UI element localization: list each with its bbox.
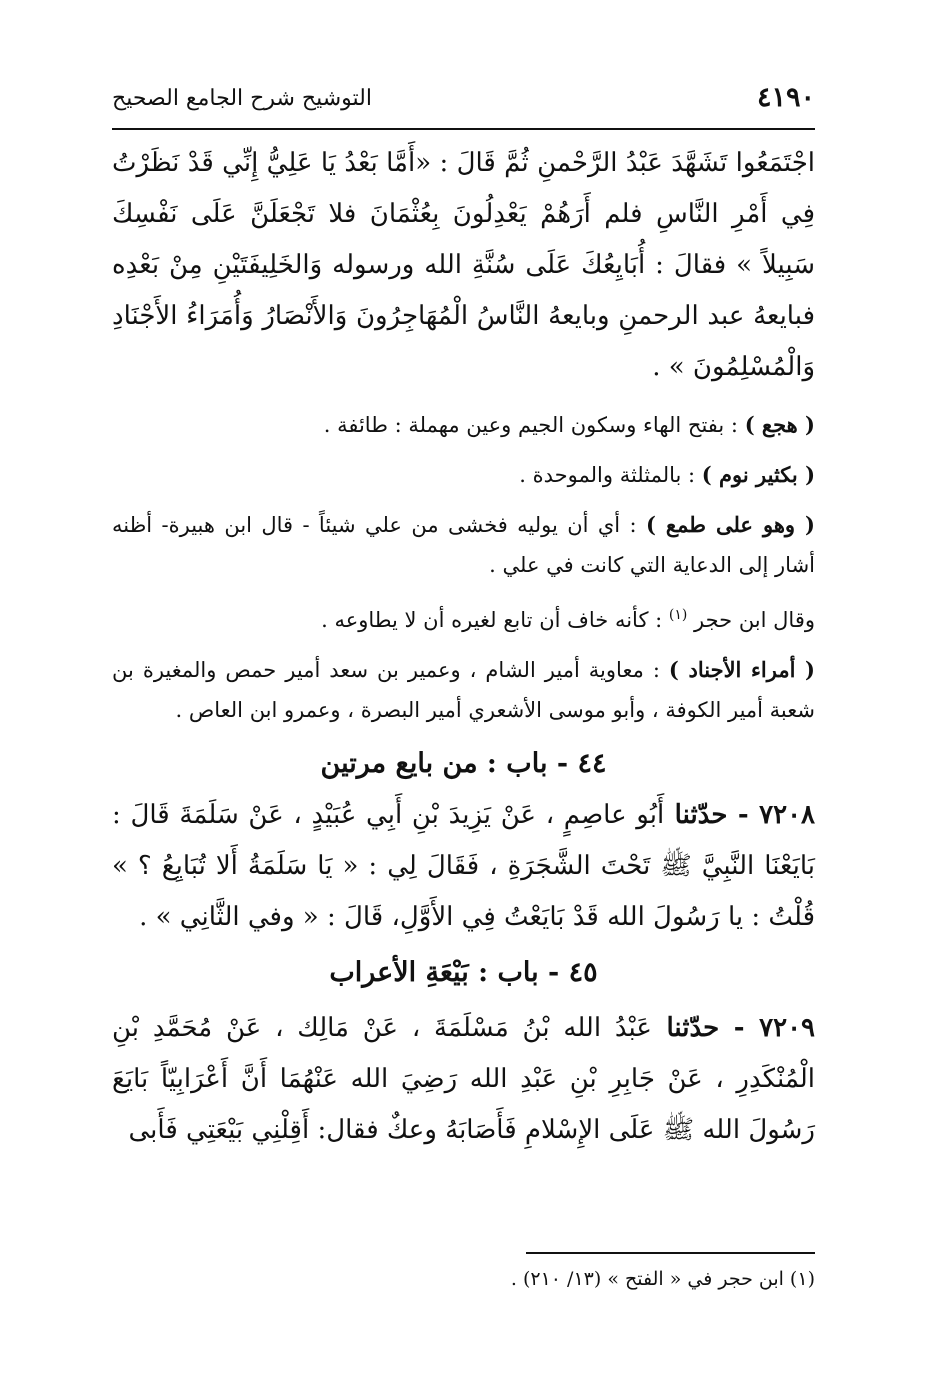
note-bikathir bbox=[112, 455, 815, 495]
hadith-lead: - حدّثنا bbox=[664, 800, 760, 830]
note-text: : أي أن يوليه فخشى من علي شيئاً - قال ابن هبيرة- أظنه أشار إلى الدعاية التي كانت في علي . bbox=[112, 513, 815, 577]
footnote-ref: (١) bbox=[668, 607, 688, 623]
hadith-number: ٧٢٠٨ bbox=[759, 800, 816, 830]
page-header bbox=[112, 80, 815, 120]
note-umara bbox=[112, 650, 815, 730]
chapter-title: - باب : من بايع مرتين bbox=[320, 748, 578, 779]
hadith-text: عَبْدُ الله بْنُ مَسْلَمَةَ ، عَنْ مَالِك ، عَنْ مُحَمَّدِ بْنِ الْمُنْكَدِرِ ، عَنْ جَابِرِ بْنِ عَبْدِ الله رَضِيَ الله عَنْهُمَا أَنَّ أَعْرَابِيّاً بَايَعَ رَسُولَ الله ﷺ عَلَى الإِسْلامِ فَأَصَابَهُ وعكٌ فقال: أَقِلْنِي بَيْعَتِي فَأَبى bbox=[112, 1013, 815, 1145]
footnote: (١) ابن حجر في « الفتح » (١٣/ ٢١٠) . bbox=[510, 1268, 815, 1290]
chapter-number: ٤٤ bbox=[577, 748, 607, 779]
note-text: وقال ابن حجر bbox=[687, 608, 815, 632]
note-tama bbox=[112, 505, 815, 585]
page-body bbox=[112, 138, 815, 1156]
note-text: : بالمثلثة والموحدة . bbox=[519, 463, 702, 487]
note-hajaa bbox=[112, 405, 815, 445]
running-title: التوشيح شرح الجامع الصحيح bbox=[112, 86, 372, 111]
chapter-heading-44 bbox=[112, 744, 815, 784]
hadith-continuation: اجْتَمَعُوا تَشَهَّدَ عَبْدُ الرَّحْمنِ ثُمَّ قَالَ : «أَمَّا بَعْدُ يَا عَلِيُّ إِنِّي قَدْ نَظَرْتُ فِي أَمْرِ النَّاسِ فلم أَرَهُمْ يَعْدِلُونَ بِعُثْمَانَ فلا تَجْعَلَنَّ عَلَى نَفْسِكَ سَبِيلاً » فقالَ : أُبَايِعُكَ عَلَى سُنَّةِ الله ورسوله وَالخَلِيفَتَيْنِ مِنْ بَعْدِه فبايعهُ عبد الرحمنِ وبايعهُ النَّاسُ الْمُهَاجِرُونَ وَالأَنْصَارُ وَأُمَرَاءُ الأَجْنَادِ وَالْمُسْلِمُونَ » . bbox=[112, 148, 815, 382]
note-lemma: ( بكثير نوم ) bbox=[701, 462, 815, 487]
note-lemma: ( هجع ) bbox=[744, 412, 815, 437]
chapter-number: ٤٥ bbox=[568, 957, 598, 988]
chapter-title: - باب : بَيْعَةِ الأعراب bbox=[329, 957, 569, 988]
hadith-number: ٧٢٠٩ bbox=[759, 1013, 815, 1043]
chapter-heading-45 bbox=[112, 953, 815, 993]
hadith-text: أَبُو عاصِمٍ ، عَنْ يَزِيدَ بْنِ أَبِي عُبَيْدٍ ، عَنْ سَلَمَةَ قَالَ : بَايَعْنَا النَّبِيَّ ﷺ تَحْتَ الشَّجَرَةِ ، فَقَالَ لِي : « يَا سَلَمَةُ أَلا تُبَايِعُ ؟ » قُلْتُ : يا رَسُولَ الله قَدْ بَايَعْتُ فِي الأَوَّلِ، قَالَ : « وفي الثَّانِي » . bbox=[112, 800, 815, 932]
hadith-7209 bbox=[112, 1003, 815, 1156]
header-rule bbox=[112, 128, 815, 130]
page-number: ٤١٩٠ bbox=[756, 82, 815, 113]
note-text: : كأنه خاف أن تابع لغيره أن لا يطاوعه . bbox=[321, 608, 669, 632]
note-text: : بفتح الهاء وسكون الجيم وعين مهملة : طائفة . bbox=[323, 413, 745, 437]
note-text: : معاوية أمير الشام ، وعمير بن سعد أمير حمص والمغيرة بن شعبة أمير الكوفة ، وأبو موسى الأشعري أمير البصرة ، وعمرو ابن العاص . bbox=[112, 658, 815, 722]
hadith-7208 bbox=[112, 790, 815, 943]
note-lemma: ( أمراء الأجناد ) bbox=[668, 657, 815, 682]
hadith-lead: - حدّثنا bbox=[651, 1013, 760, 1043]
note-lemma: ( وهو على طمع ) bbox=[645, 512, 815, 537]
note-ibn-hajar bbox=[112, 595, 815, 640]
footnote-rule bbox=[526, 1252, 815, 1254]
